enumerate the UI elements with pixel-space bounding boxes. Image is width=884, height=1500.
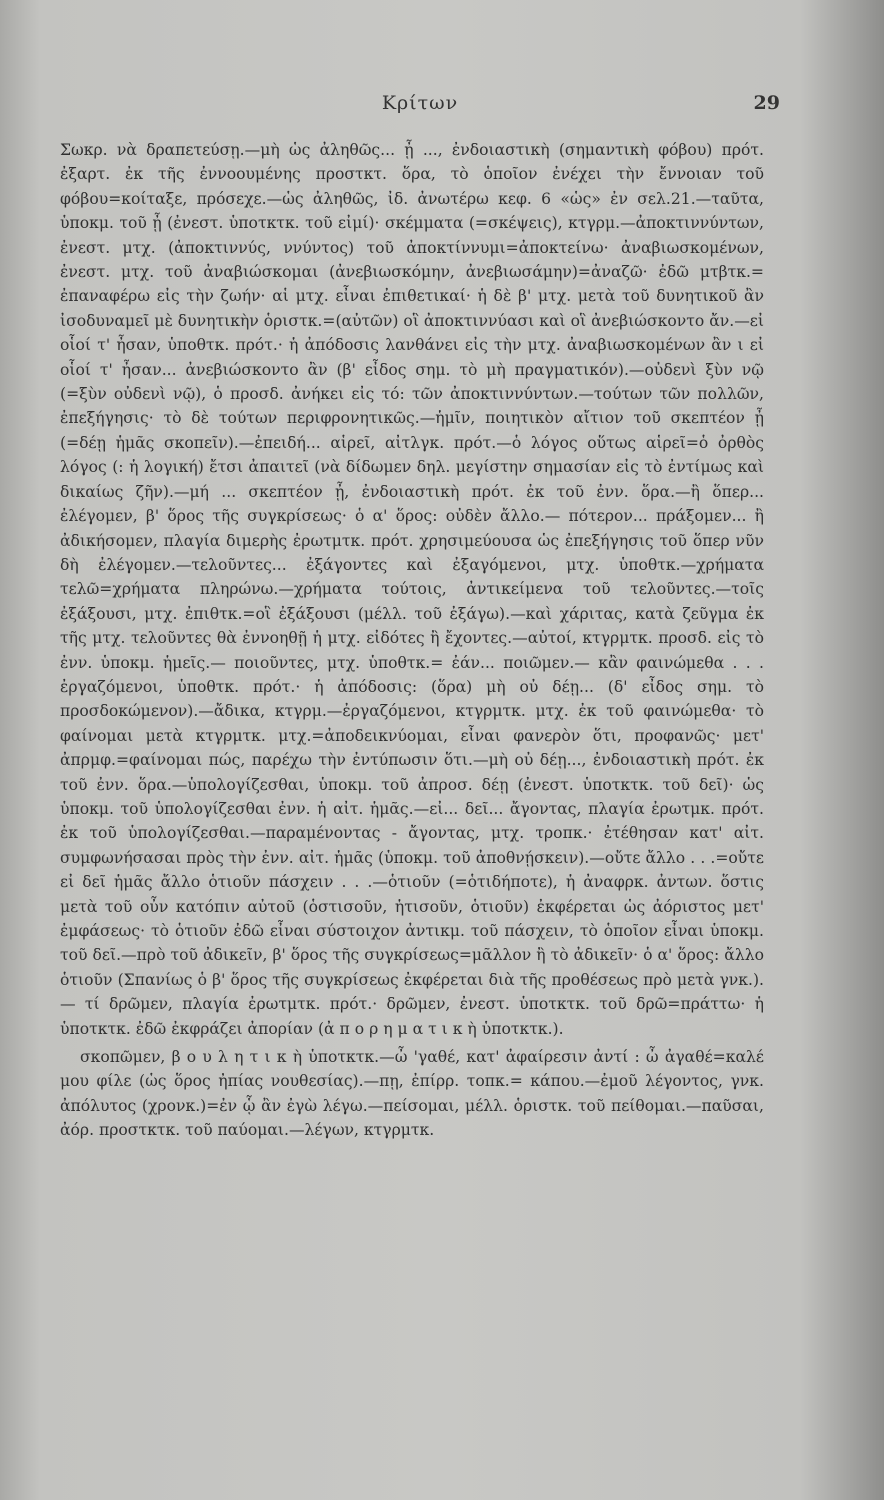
commentary-text: [60, 138, 764, 1143]
paragraph: Σωκρ. νὰ δραπετεύσῃ.—μὴ ὡς ἀληθῶς... ᾖ ..., ἐνδοιαστικὴ (σημαντικὴ φόβου) πρότ. ἐξαρτ. ἐκ τῆς ἐννοουμένης προστκτ. ὅρα, τὸ ὁποῖον ἐνέχει τὴν ἔννοιαν τοῦ φόβου=κοίταξε, πρόσεχε.—ὡς ἀληθῶς, ἰδ. ἀνωτέρω κεφ. 6 «ὡς» ἐν σελ.21.—ταῦτα, ὑποκμ. τοῦ ᾖ (ἐνεστ. ὑποτκτκ. τοῦ εἰμί)· σκέμματα (=σκέψεις), κτγρμ.—ἀποκτιννύντων, ἐνεστ. μτχ. (ἀποκτιννύς, ννύντος) τοῦ ἀποκτίννυμι=ἀποκτείνω· ἀναβιωσκομένων, ἐνεστ. μτχ. τοῦ ἀναβιώσκομαι (ἀνεβιωσκόμην, ἀνεβιωσάμην)=ἀναζῶ· ἐδῶ μτβτκ.= ἐπαναφέρω εἰς τὴν ζωήν· αἱ μτχ. εἶναι ἐπιθετικαί· ἡ δὲ β' μτχ. μετὰ τοῦ δυνητικοῦ ἂν ἰσοδυναμεῖ μὲ δυνητικὴν ὁριστκ.=(αὐτῶν) οἳ ἀποκτιννύασι καὶ οἳ ἀνεβιώσκοντο ἄν.—εἰ οἷοί τ' ἦσαν, ὑποθτκ. πρότ.· ἡ ἀπόδοσις λανθάνει εἰς τὴν μτχ. ἀναβιωσκομένων ἂν ι εἰ οἷοί τ' ἦσαν... ἀνεβιώσκοντο ἂν (β' εἶδος σημ. τὸ μὴ πραγματικόν).—οὐδενὶ ξὺν νῷ (=ξὺν οὐδενὶ νῷ), ὁ προσδ. ἀνήκει εἰς τό: τῶν ἀποκτιννύντων.—τούτων τῶν πολλῶν, ἐπεξήγησις· τὸ δὲ τούτων περιφρονητικῶς.—ἡμῖν, ποιητικὸν αἴτιον τοῦ σκεπτέον ᾖ (=δέῃ ἡμᾶς σκοπεῖν).—ἐπειδή... αἱρεῖ, αἰτλγκ. πρότ.—ὁ λόγος οὕτως αἱρεῖ=ὁ ὀρθὸς λόγος (: ἡ λογική) ἔτσι ἀπαιτεῖ (νὰ δίδωμεν δηλ. μεγίστην σημασίαν εἰς τὸ ἐντίμως καὶ δικαίως ζῆν).—μή ... σκεπτέον ᾖ, ἐνδοιαστικὴ πρότ. ἐκ τοῦ ἐνν. ὅρα.—ἢ ὅπερ... ἐλέγομεν, β' ὅρος τῆς συγκρίσεως· ὁ α' ὅρος: οὐδὲν ἄλλο.— πότερον... πράξομεν... ἢ ἀδικήσομεν, πλαγία διμερὴς ἐρωτμτκ. πρότ. χρησιμεύουσα ὡς ἐπεξήγησις τοῦ ὅπερ νῦν δὴ ἐλέγομεν.—τελοῦντες... ἐξάγοντες καὶ ἐξαγόμενοι, μτχ. ὑποθτκ.—χρήματα τελῶ=χρήματα πληρώνω.—χρήματα τούτοις, ἀντικείμενα τοῦ τελοῦντες.—τοῖς ἐξάξουσι, μτχ. ἐπιθτκ.=οἳ ἐξάξουσι (μέλλ. τοῦ ἐξάγω).—καὶ χάριτας, κατὰ ζεῦγμα ἐκ τῆς μτχ. τελοῦντες θὰ ἐννοηθῇ ἡ μτχ. εἰδότες ἢ ἔχοντες.—αὐτοί, κτγρμτκ. προσδ. εἰς τὸ ἐνν. ὑποκμ. ἡμεῖς.— ποιοῦντες, μτχ. ὑποθτκ.= ἐάν... ποιῶμεν.— κἂν φαινώμεθα . . . ἐργαζόμενοι, ὑποθτκ. πρότ.· ἡ ἀπόδοσις: (ὅρα) μὴ οὐ δέῃ... (δ' εἶδος σημ. τὸ προσδοκώμενον).—ἄδικα, κτγρμ.—ἐργαζόμενοι, κτγρμτκ. μτχ. ἐκ τοῦ φαινώμεθα· τὸ φαίνομαι μετὰ κτγρμτκ. μτχ.=ἀποδεικνύομαι, εἶναι φανερὸν ὅτι, προφανῶς· μετ' ἀπρμφ.=φαίνομαι πώς, παρέχω τὴν ἐντύπωσιν ὅτι.—μὴ οὐ δέῃ..., ἐνδοιαστικὴ πρότ. ἐκ τοῦ ἐνν. ὅρα.—ὑπολογίζεσθαι, ὑποκμ. τοῦ ἀπροσ. δέῃ (ἐνεστ. ὑποτκτκ. τοῦ δεῖ)· ὡς ὑποκμ. τοῦ ὑπολογίζεσθαι ἐνν. ἡ αἰτ. ἡμᾶς.—εἰ... δεῖ... ἄγοντας, πλαγία ἐρωτμκ. πρότ. ἐκ τοῦ ὑπολογίζεσθαι.—παραμένοντας - ἄγοντας, μτχ. τροπκ.· ἐτέθησαν κατ' αἰτ. συμφωνήσασαι πρὸς τὴν ἐνν. αἰτ. ἡμᾶς (ὑποκμ. τοῦ ἀποθνῄσκειν).—οὔτε ἄλλο . . .=οὔτε εἰ δεῖ ἡμᾶς ἄλλο ὁτιοῦν πάσχειν . . .—ὁτιοῦν (=ὁτιδήποτε), ἡ ἀναφρκ. ἀντων. ὅστις μετὰ τοῦ οὖν κατόπιν αὐτοῦ (ὁστισοῦν, ἡτισοῦν, ὁτιοῦν) ἐκφέρεται ὡς ἀόριστος μετ' ἐμφάσεως· τὸ ὁτιοῦν ἐδῶ εἶναι σύστοιχον ἀντικμ. τοῦ πάσχειν, τὸ ὁποῖον εἶναι ὑποκμ. τοῦ δεῖ.—πρὸ τοῦ ἀδικεῖν, β' ὅρος τῆς συγκρίσεως=μᾶλλον ἢ τὸ ἀδικεῖν· ὁ α' ὅρος: ἄλλο ὁτιοῦν (Σπανίως ὁ β' ὅρος τῆς συγκρίσεως ἐκφέρεται διὰ τῆς προθέσεως πρὸ μετὰ γνκ.).— τί δρῶμεν, πλαγία ἐρωτμτκ. πρότ.· δρῶμεν, ἐνεστ. ὑποτκτκ. τοῦ δρῶ=πράττω· ἡ ὑποτκτκ. ἐδῶ ἐκφράζει ἀπορίαν (ἀ π ο ρ η μ α τ ι κ ὴ ὑποτκτκ.).: [60, 141, 764, 1038]
running-title: Κρίτων: [381, 92, 459, 114]
page-number: 29: [753, 92, 780, 114]
page-header: [60, 92, 780, 122]
paragraph: σκοπῶμεν, β ο υ λ η τ ι κ ὴ ὑποτκτκ.—ὦ 'γαθέ, κατ' ἀφαίρεσιν ἀντί : ὦ ἀγαθέ=καλέ μου φίλε (ὡς ὅρος ἠπίας νουθεσίας).—πῃ, ἐπίρρ. τοπκ.= κάπου.—ἐμοῦ λέγοντος, γνκ. ἀπόλυτος (χρονκ.)=ἐν ᾧ ἂν ἐγὼ λέγω.—πείσομαι, μέλλ. ὁριστκ. τοῦ πείθομαι.—παῦσαι, ἀόρ. προστκτκ. τοῦ παύομαι.—λέγων, κτγρμτκ.: [60, 1048, 764, 1140]
